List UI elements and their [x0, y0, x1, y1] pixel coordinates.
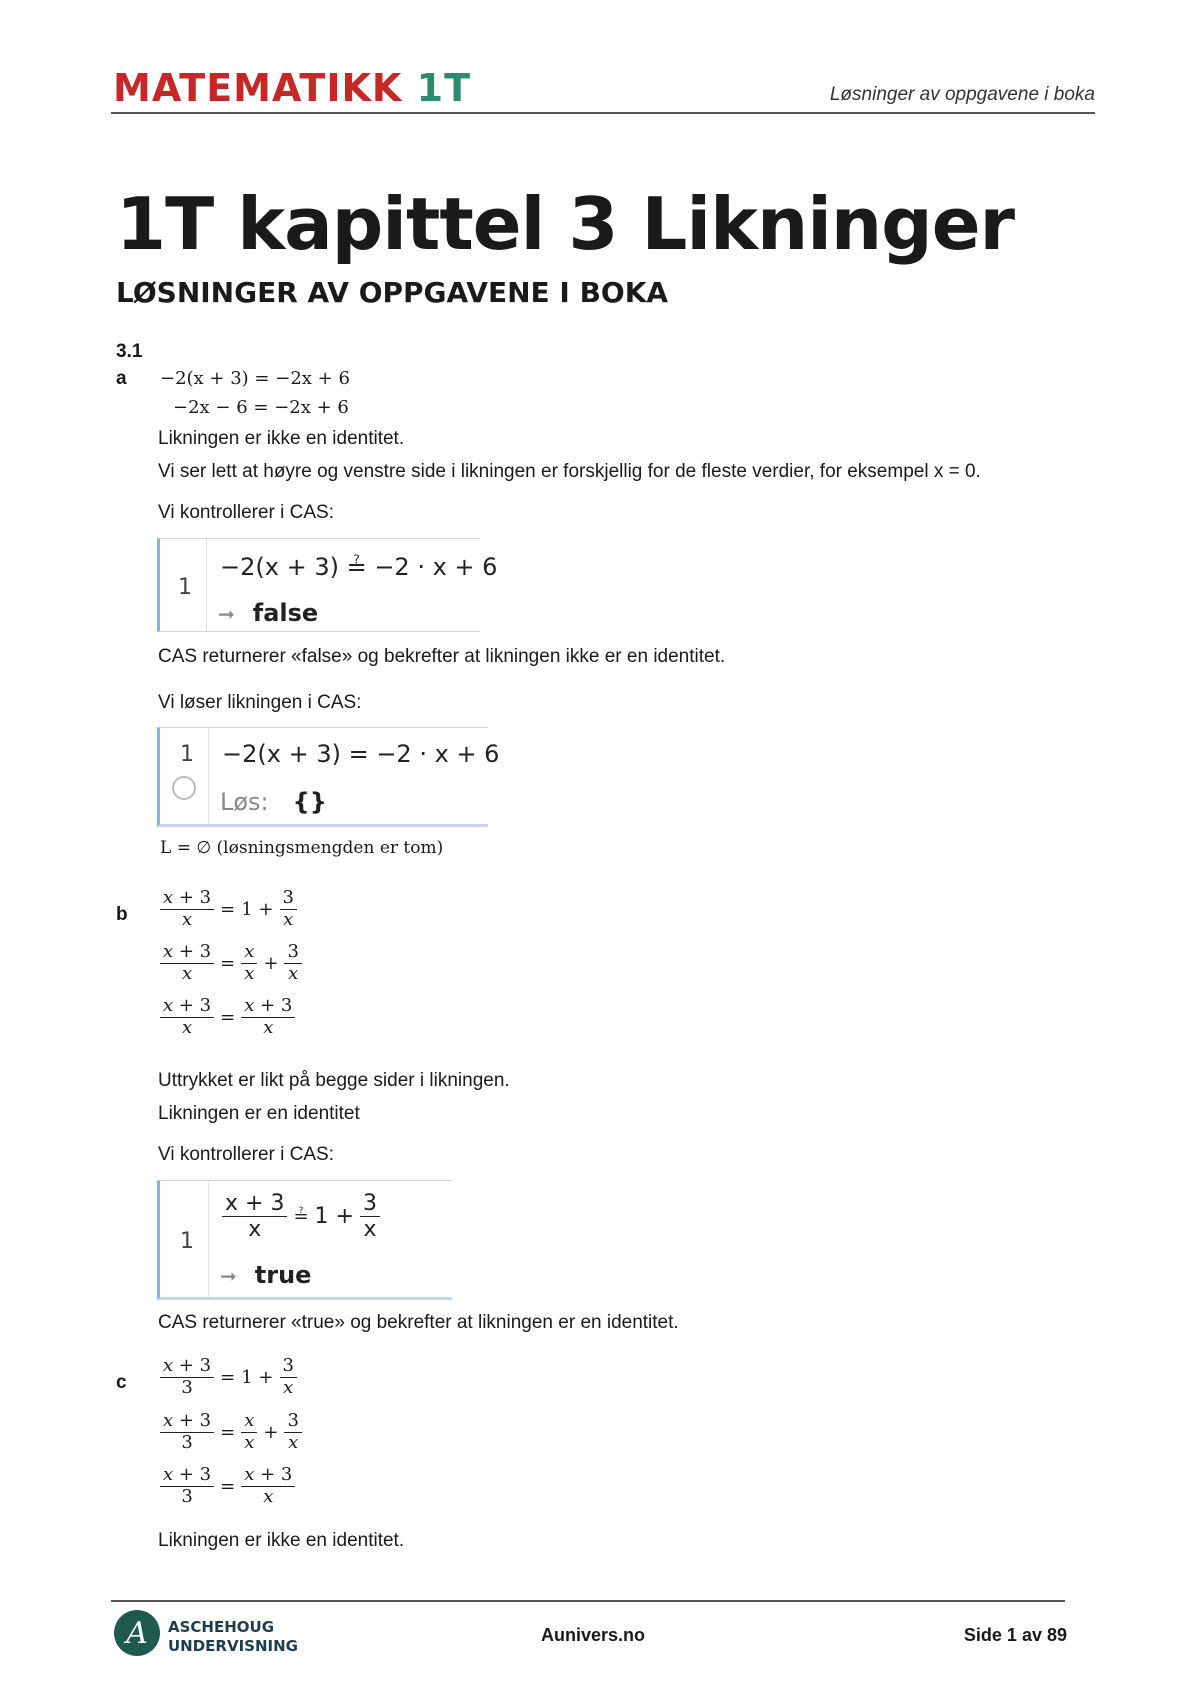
part-a-text-3: Vi kontrollerer i CAS: — [158, 502, 334, 523]
cas-input: −2(x + 3) ≟ −2 · x + 6 — [220, 553, 498, 581]
part-a-text-1: Likningen er ikke en identitet. — [158, 428, 405, 449]
part-b-text-3: Vi kontrollerer i CAS: — [158, 1144, 334, 1165]
page-title: 1T kapittel 3 Likninger — [116, 182, 1015, 266]
logo-course: 1T — [416, 66, 471, 110]
page-subtitle: LØSNINGER AV OPPGAVENE I BOKA — [116, 276, 669, 309]
cas-row-number: 1 — [180, 742, 194, 767]
header-caption: Løsninger av oppgavene i boka — [829, 84, 1095, 105]
part-b-label: b — [116, 904, 128, 925]
cas-cell-b — [157, 1180, 452, 1300]
cas-input: $\frac{x + 3}{x}$ ≟ 1 + $\frac{3}{x}$ — [222, 1191, 380, 1243]
part-b-equation-1: $\frac{x + 3}{x}$ = 1 + $\frac{3}{x}$ — [160, 888, 297, 930]
part-a-solution-set: L = ∅ (løsningsmengden er tom) — [160, 838, 444, 858]
cas-row-number: 1 — [180, 1229, 194, 1254]
cas-cell-a1 — [157, 538, 498, 632]
cas-separator — [208, 728, 209, 824]
cas-separator — [206, 539, 207, 631]
page-number: Side 1 av 89 — [963, 1625, 1067, 1645]
part-a-text-5: Vi løser likningen i CAS: — [158, 692, 362, 713]
part-a-label: a — [116, 368, 127, 389]
arrow-right-icon: ➞ — [218, 602, 235, 626]
radio-icon[interactable] — [172, 776, 196, 800]
cas-output: ➞ false — [218, 599, 319, 627]
part-b-equation-2: $\frac{x + 3}{x}$ = $\frac{x}{x}$ + $\frac{3}{x}$ — [160, 942, 302, 984]
header-divider — [111, 112, 1095, 114]
part-c-equation-1: $\frac{x + 3}{3}$ = 1 + $\frac{3}{x}$ — [160, 1356, 297, 1398]
part-a-equation-1: −2(x + 3) = −2x + 6 — [160, 368, 350, 389]
publisher-logo-icon: A — [114, 1610, 160, 1656]
part-c-text-1: Likningen er ikke en identitet. — [158, 1530, 405, 1551]
cas-input: −2(x + 3) = −2 · x + 6 — [222, 740, 500, 768]
logo-title: MATEMATIKK — [113, 66, 403, 110]
cas-separator — [208, 1181, 209, 1297]
footer-divider — [111, 1600, 1065, 1602]
cas-output: ➞ true — [220, 1261, 312, 1289]
cas-row-number: 1 — [178, 575, 192, 600]
part-b-text-1: Uttrykket er likt på begge sider i likningen. — [158, 1070, 510, 1091]
part-a-text-2: Vi ser lett at høyre og venstre side i likningen er forskjellig for de fleste verdier, for eksempel x = 0. — [158, 461, 981, 482]
part-b-equation-3: $\frac{x + 3}{x}$ = $\frac{x + 3}{x}$ — [160, 996, 295, 1038]
footer-website: Aunivers.no — [541, 1625, 646, 1645]
part-a-text-4: CAS returnerer «false» og bekrefter at likningen ikke er en identitet. — [158, 646, 726, 667]
cas-output: Løs: {} — [220, 788, 327, 816]
part-c-label: c — [116, 1372, 127, 1393]
part-c-equation-3: $\frac{x + 3}{3}$ = $\frac{x + 3}{x}$ — [160, 1465, 295, 1507]
part-b-text-2: Likningen er en identitet — [158, 1103, 360, 1124]
cas-cell-a2 — [157, 727, 500, 827]
part-b-text-4: CAS returnerer «true» og bekrefter at likningen er en identitet. — [158, 1312, 679, 1333]
publisher-brand: ASCHEHOUG UNDERVISNING — [168, 1618, 298, 1655]
part-c-equation-2: $\frac{x + 3}{3}$ = $\frac{x}{x}$ + $\frac{3}{x}$ — [160, 1411, 302, 1453]
logo — [113, 66, 471, 110]
part-a-equation-2: −2x − 6 = −2x + 6 — [173, 397, 349, 418]
task-number: 3.1 — [116, 341, 143, 362]
arrow-right-icon: ➞ — [220, 1264, 237, 1288]
